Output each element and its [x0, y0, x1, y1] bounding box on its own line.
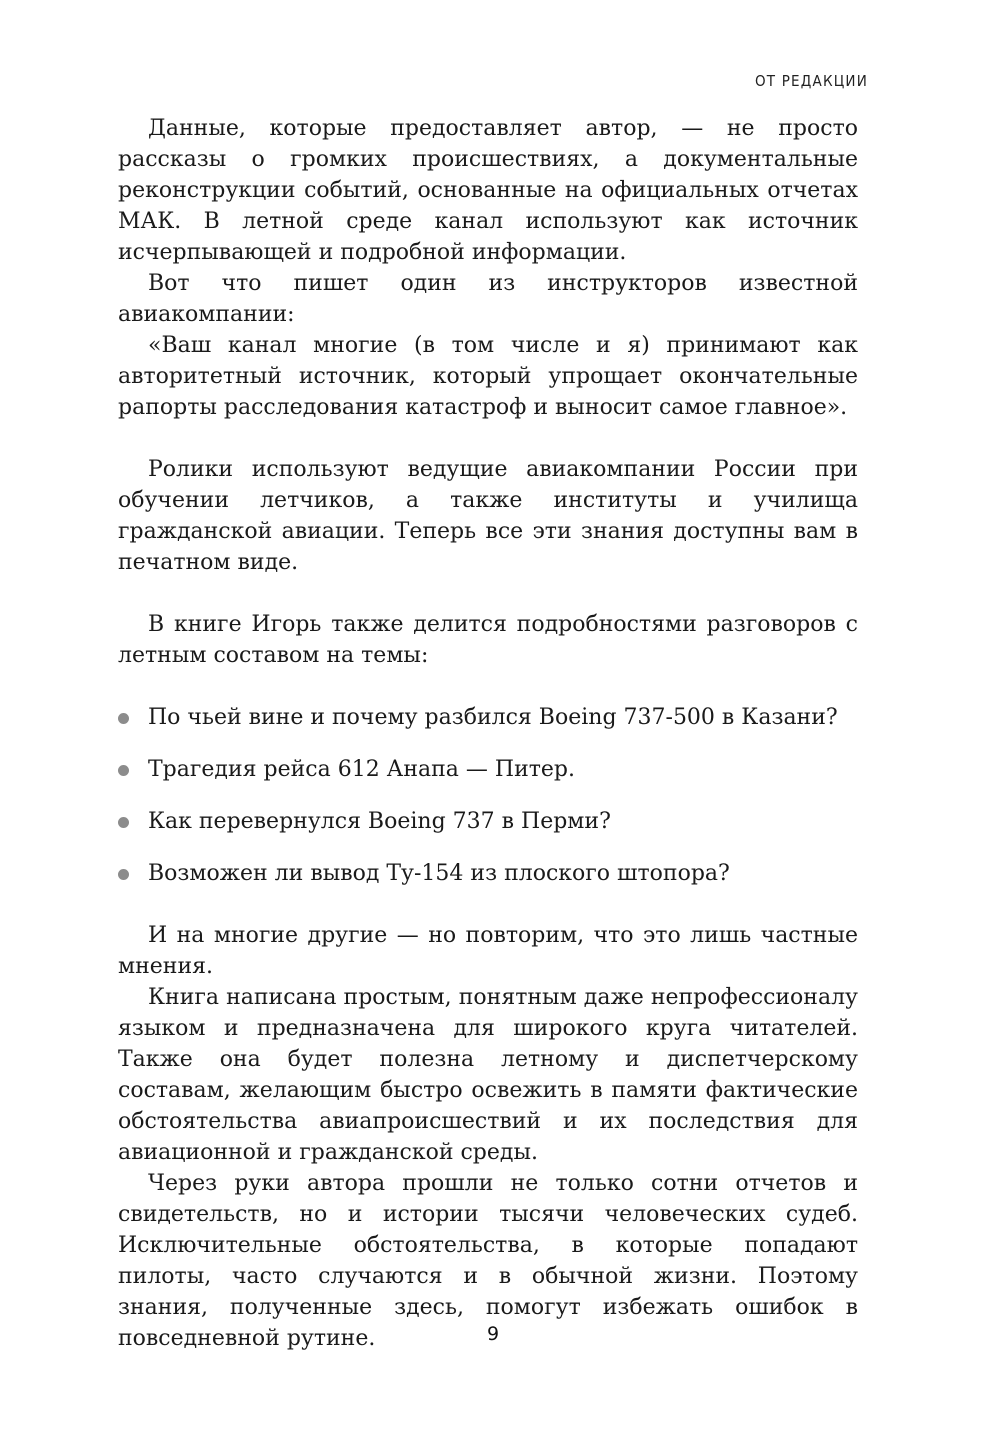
- list-item-text: Как перевернулся Boeing 737 в Перми?: [148, 809, 611, 834]
- list-item-text: По чьей вине и почему разбился Boeing 737-500 в Казани?: [148, 705, 838, 730]
- list-item-text: Трагедия рейса 612 Анапа — Питер.: [148, 757, 576, 782]
- list-item: [118, 858, 858, 889]
- paragraph-other-topics: И на многие другие — но повторим, что это лишь частные мнения.: [118, 923, 858, 979]
- paragraph-topics-intro: В книге Игорь также делится подробностями разговоров с летным составом на темы:: [118, 612, 858, 668]
- paragraph-sources: Данные, которые предоставляет автор, — не просто рассказы о громких происшествиях, а документальные реконструкции событий, основанные на официальных отчетах МАК. В летной среде канал используют как источник исчерпывающей и подробной информации.: [118, 116, 858, 265]
- list-item: [118, 806, 858, 837]
- paragraph-instructor-intro: Вот что пишет один из инструкторов известной авиакомпании:: [118, 271, 858, 327]
- paragraph-author-experience: Через руки автора прошли не только сотни отчетов и свидетельств, но и истории тысячи человеческих судеб. Исключительные обстоятельства, в которые попадают пилоты, часто случаются и в обычной жизни. Поэтому знания, полученные здесь, помогут избежать ошибок в повседневной рутине.: [118, 1171, 858, 1351]
- bullet-dot-icon: [118, 869, 129, 880]
- list-item: [118, 754, 858, 785]
- bullet-dot-icon: [118, 713, 129, 724]
- list-item-text: Возможен ли вывод Ту-154 из плоского штопора?: [148, 861, 730, 886]
- page-number: 9: [486, 1323, 500, 1345]
- paragraph-training: Ролики используют ведущие авиакомпании России при обучении летчиков, а также институты и училища гражданской авиации. Теперь все эти знания доступны вам в печатном виде.: [118, 457, 858, 575]
- page-body: [118, 113, 858, 1354]
- topics-list: [118, 702, 858, 889]
- paragraph-audience: Книга написана простым, понятным даже непрофессионалу языком и предназначена для широкого круга читателей. Также она будет полезна летному и диспетчерскому составам, желающим быстро освежить в памяти фактические обстоятельства авиапроисшествий и их последствия для авиационной и гражданской среды.: [118, 985, 858, 1165]
- paragraph-quote: «Ваш канал многие (в том числе и я) принимают как авторитетный источник, который упрощает окончательные рапорты расследования катастроф и выносит самое главное».: [118, 333, 858, 420]
- list-item: [118, 702, 858, 733]
- running-head: ОТ РЕДАКЦИИ: [754, 72, 868, 90]
- bullet-dot-icon: [118, 765, 129, 776]
- bullet-dot-icon: [118, 817, 129, 828]
